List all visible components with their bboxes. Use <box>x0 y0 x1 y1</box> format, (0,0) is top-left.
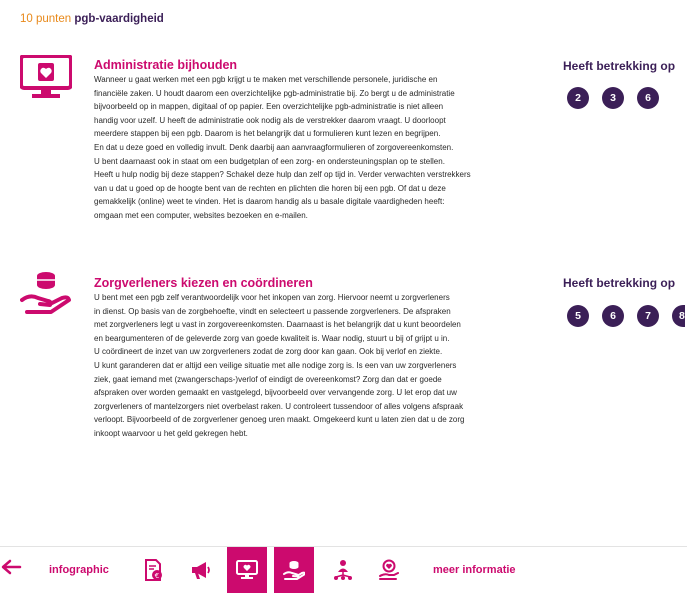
nav-item-administratie[interactable] <box>227 547 267 593</box>
related-title: Heeft betrekking op <box>563 59 676 73</box>
body-line: handig voor uzelf. U heeft de administratie ook nodig als de verstrekker daarom vraagt. U doorloopt <box>94 115 446 125</box>
body-line: En dat u deze goed en volledig invult. Denk daarbij aan aanvraagformulieren of zorgovereenkomsten. <box>94 142 454 152</box>
nav-item-zorgverleners[interactable] <box>274 547 314 593</box>
body-line: met zorgverleners legt u vast in zorgovereenkomsten. Daarnaast is het belangrijk dat u kunt beoordelen <box>94 320 461 330</box>
body-line: in dienst. Op basis van de zorgbehoefte, vindt en selecteert u passende zorgverleners. De afspraken <box>94 306 451 316</box>
body-line: U bent met een pgb zelf verantwoordelijk voor het inkopen van zorg. Hiervoor neemt u zorgverleners <box>94 293 450 302</box>
infographic-link[interactable]: infographic <box>49 564 109 576</box>
svg-text:€: € <box>154 572 160 580</box>
nav-item-netwerk[interactable] <box>323 547 363 593</box>
body-line: U bent daarnaast ook in staat om een budgetplan of een zorg- en ondersteuningsplan op te stellen. <box>94 156 445 166</box>
people-network-icon <box>332 559 354 581</box>
related-badge[interactable]: 7 <box>637 305 659 327</box>
monitor-heart-icon <box>236 559 258 581</box>
body-line: bijvoorbeeld op in mappen, digitaal of op papier. Een overzichtelijke pgb-administratie is niet alleen <box>94 102 444 112</box>
megaphone-icon <box>190 559 212 581</box>
body-line: meerdere stappen bij een pgb. Daarom is het belangrijk dat u formulieren kunt lezen en begrijpen. <box>94 129 441 139</box>
related-badge[interactable]: 3 <box>602 87 624 109</box>
related-badges <box>567 87 659 109</box>
page-header <box>20 13 164 25</box>
bottom-navigation <box>0 546 687 593</box>
skill-label: pgb-vaardigheid <box>74 13 164 25</box>
nav-item-documents[interactable] <box>133 547 173 593</box>
document-euro-icon <box>142 559 164 581</box>
body-line: gemakkelijk (online) weet te vinden. Het is daarom handig als u basale digitale vaardigheden heeft: <box>94 197 445 207</box>
related-badge[interactable]: 2 <box>567 87 589 109</box>
related-badge[interactable]: 6 <box>602 305 624 327</box>
body-line: van u dat u goed op de hoogte bent van de rechten en plichten die horen bij een pgb. Of dat u deze <box>94 183 446 193</box>
body-line: verloopt. Bijvoorbeeld of de zorgverlener genoeg uren maakt. Omgekeerd kunt u laten zien dat u de zorg <box>94 415 465 425</box>
body-line: omgaan met een computer, websites bezoeken en e-mailen. <box>94 210 308 220</box>
body-line: Wanneer u gaat werken met een pgb krijgt u te maken met verschillende personele, juridische en <box>94 75 438 84</box>
monitor-heart-icon <box>20 55 72 99</box>
related-badge[interactable]: 6 <box>637 87 659 109</box>
hand-heart-icon <box>378 559 400 581</box>
related-badges <box>567 305 685 327</box>
related-title: Heeft betrekking op <box>563 276 676 290</box>
body-line: inkoopt waarvoor u het geld gekregen hebt. <box>94 428 248 438</box>
section-body <box>94 291 534 441</box>
body-line: Heeft u hulp nodig bij deze stappen? Schakel deze hulp dan zelf op tijd in. Verder verwachten verstrekkers <box>94 170 471 180</box>
nav-item-zorg[interactable] <box>369 547 409 593</box>
body-line: U kunt garanderen dat er altijd een veilige situatie met alle nodige zorg is. Is een van uw zorgverleners <box>94 360 457 370</box>
coins-hand-icon <box>20 270 72 314</box>
coins-hand-icon <box>283 559 305 581</box>
related-badge[interactable]: 8 <box>672 305 685 327</box>
body-line: zorgverleners of mantelzorgers niet overbelast raken. U controleert tussendoor of alles volgens afspraak <box>94 401 464 411</box>
nav-item-megaphone[interactable] <box>181 547 221 593</box>
arrow-left-icon[interactable] <box>0 555 22 579</box>
body-line: ziek, gaat iemand met (zwangerschaps-)verlof of eindigt de overeenkomst? Zorg dan dat er goede <box>94 374 442 384</box>
points-label: 10 punten <box>20 13 72 25</box>
body-line: financiële zaken. U houdt daarom een overzichtelijke pgb-administratie bij. Zo bergt u de administratie <box>94 88 455 98</box>
body-line: afspraken over worden gemaakt en vastgelegd, bijvoorbeeld over vervangende zorg. U let erop dat uw <box>94 388 457 398</box>
more-info-link[interactable]: meer informatie <box>433 564 516 576</box>
body-line: U coördineert de inzet van uw zorgverleners zodat de zorg door kan gaan. Ook bij verlof en ziekte. <box>94 347 443 357</box>
related-badge[interactable]: 5 <box>567 305 589 327</box>
section-title: Administratie bijhouden <box>94 58 238 72</box>
section-title: Zorgverleners kiezen en coördineren <box>94 276 313 290</box>
body-line: en beargumenteren of de geleverde zorg van goede kwaliteit is. Waar nodig, stuurt u bij of grijpt u in. <box>94 333 450 343</box>
section-body <box>94 73 534 223</box>
